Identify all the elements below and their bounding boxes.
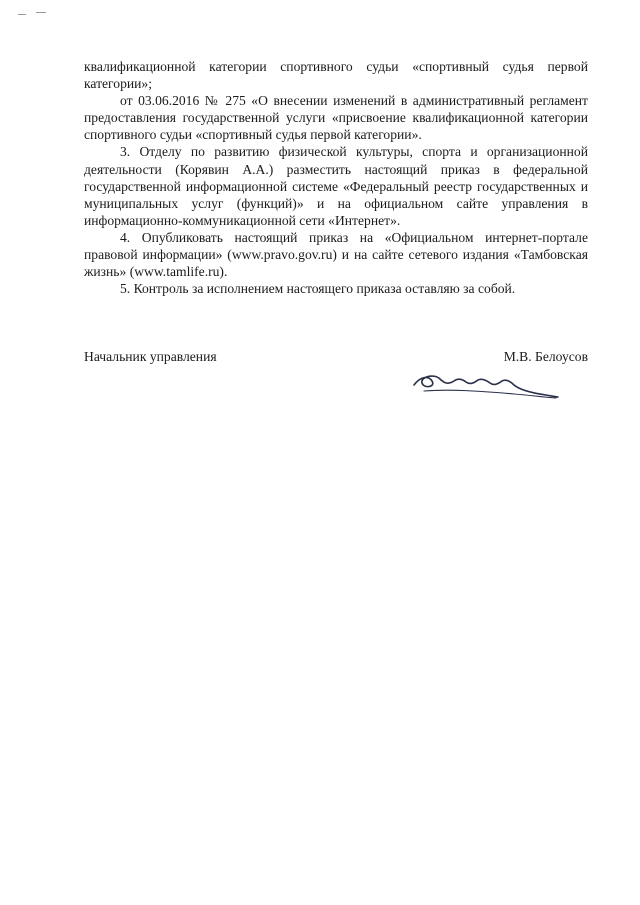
signatory-role: Начальник управления: [84, 349, 217, 364]
paragraph-amendment-reference: от 03.06.2016 № 275 «О внесении изменений в административный регламент предоставления государственной услуги «присвоение квалификационной категории спортивного судьи «спортивный судья первой категории».: [84, 93, 588, 143]
signatory-name: М.В. Белоусов: [503, 349, 588, 364]
handwritten-signature: [410, 367, 560, 401]
paragraph-item-5: 5. Контроль за исполнением настоящего приказа оставляю за собой.: [120, 281, 516, 297]
paragraph-continuation: квалификационной категории спортивного судьи «спортивный судья первой категории»;: [84, 59, 588, 92]
paragraph-item-3: 3. Отделу по развитию физической культуры, спорта и организационной деятельности (Корявин А.А.) разместить настоящий приказ в федеральной государственной информационной системе «Федеральный реестр государственных и муниципальных услуг (функций)» и на официальном сайте управления в информационно-коммуникационной сети «Интернет».: [84, 144, 588, 228]
signature-block: [84, 349, 588, 409]
scan-artifact: [36, 12, 46, 13]
document-body: [84, 58, 588, 297]
paragraph-item-4: 4. Опубликовать настоящий приказ на «Официальном интернет-портале правовой информации» (www.pravo.gov.ru) и на сайте сетевого издания «Тамбовская жизнь» (www.tamlife.ru).: [84, 229, 588, 280]
scan-artifact: [18, 14, 26, 15]
